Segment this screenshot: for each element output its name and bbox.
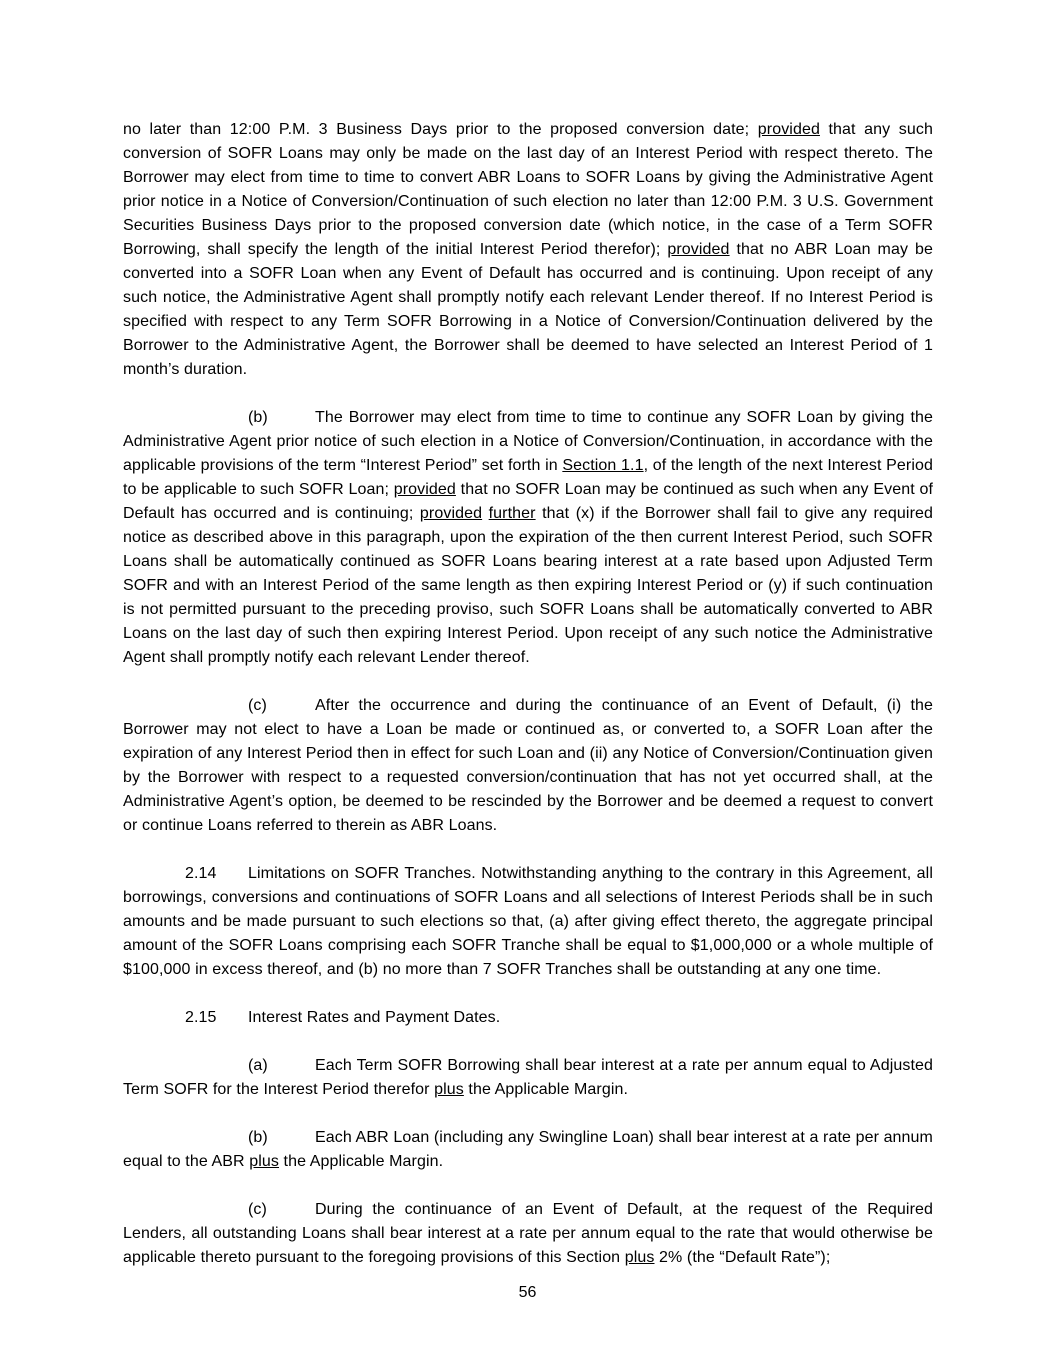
paragraph-label: (c): [248, 697, 267, 714]
document-content: [123, 118, 933, 1294]
underlined-text-run: provided: [757, 121, 820, 138]
paragraph-c-event-of-default: [123, 694, 933, 838]
section-2-14-limitations-on-sofr-tranches: [123, 862, 933, 982]
underlined-text-run: provided: [393, 481, 456, 498]
underlined-text-run: plus: [434, 1081, 464, 1098]
text-run: that any such conversion of SOFR Loans may only be made on the last day of an Interest Period with respect thereto. The Borrower may elect from time to time to convert ABR Loans to SOFR Loans by giving the Administrative Agent prior notice in a Notice of Conversion/Continuation of such election no later than 12:00 P.M. 3 U.S. Government Securities Business Days prior to the proposed conversion date (which notice, in the case of a Term SOFR Borrowing, shall specify the length of the initial Interest Period therefor);: [123, 121, 933, 258]
text-run: that (x) if the Borrower shall fail to give any required notice as described above in this paragraph, upon the expiration of the then current Interest Period, such SOFR Loans shall be automatically continued as SOFR Loans bearing interest at a rate based upon Adjusted Term SOFR and with an Interest Period of the same length as then expiring Interest Period or (y) if such continuation is not permitted pursuant to the preceding proviso, such SOFR Loans shall be automatically converted to ABR Loans on the last day of such then expiring Interest Period. Upon receipt of any such notice the Administrative Agent shall promptly notify each relevant Lender thereof.: [123, 505, 933, 666]
text-run: Each ABR Loan (including any Swingline Loan) shall bear interest at a rate per annum equal to the ABR: [123, 1129, 933, 1170]
paragraph-c-default-rate: [123, 1198, 933, 1270]
underlined-text-run: provided: [419, 505, 483, 522]
text-run: Interest Rates and Payment Dates.: [248, 1009, 501, 1026]
text-run: After the occurrence and during the continuance of an Event of Default, (i) the Borrower may not elect to have a Loan be made or continued as, or converted to, a SOFR Loan after the expiration of any Interest Period then in effect for such Loan and (ii) any Notice of Conversion/Continuation given by the Borrower with respect to a requested conversion/continuation that has not yet occurred shall, at the Administrative Agent’s option, be deemed to be rescinded by the Borrower and be deemed a request to convert or continue Loans referred to therein as ABR Loans.: [123, 697, 933, 834]
paragraph-label: 2.15: [185, 1009, 217, 1026]
text-run: Limitations on SOFR Tranches. Notwithstanding anything to the contrary in this Agreement, all borrowings, conversions and continuations of SOFR Loans and all selections of Interest Periods shall be in such amounts and be made pursuant to such elections so that, (a) after giving effect thereto, the aggregate principal amount of the SOFR Loans comprising each SOFR Tranche shall be equal to $1,000,000 or a whole multiple of $100,000 in excess thereof, and (b) no more than 7 SOFR Tranches shall be outstanding at any one time.: [123, 865, 933, 978]
underlined-text-run: plus: [249, 1153, 279, 1170]
paragraph-b-continue-sofr-loan: [123, 406, 933, 670]
paragraph-label: (c): [248, 1201, 267, 1218]
text-run: Each Term SOFR Borrowing shall bear interest at a rate per annum equal to Adjusted Term SOFR for the Interest Period therefor: [123, 1057, 933, 1098]
paragraph-label: (a): [248, 1057, 268, 1074]
text-run: 2% (the “Default Rate”);: [654, 1249, 831, 1266]
text-run: that no ABR Loan may be converted into a SOFR Loan when any Event of Default has occurred and is continuing. Upon receipt of any such notice, the Administrative Agent shall promptly notify each relevant Lender thereof. If no Interest Period is specified with respect to any Term SOFR Borrowing in a Notice of Conversion/Continuation delivered by the Borrower to the Administrative Agent, the Borrower shall be deemed to have selected an Interest Period of 1 month’s duration.: [123, 241, 933, 378]
paragraph-label: (b): [248, 409, 268, 426]
page-number: 56: [518, 1284, 537, 1301]
paragraph-a-term-sofr-interest: [123, 1054, 933, 1102]
underlined-text-run: further: [488, 505, 536, 522]
text-run: the Applicable Margin.: [279, 1153, 444, 1170]
text-run: that no SOFR Loan may be continued as such when any Event of Default has occurred and is continuing;: [123, 481, 933, 522]
paragraph-label: 2.14: [185, 865, 217, 882]
text-run: The Borrower may elect from time to time to continue any SOFR Loan by giving the Administrative Agent prior notice of such election in a Notice of Conversion/Continuation, in accordance with the applicable provisions of the term “Interest Period” set forth in: [123, 409, 933, 474]
text-run: , of the length of the next Interest Period to be applicable to such SOFR Loan;: [123, 457, 933, 498]
section-2-15-interest-rates-and-payment-dates: [123, 1006, 933, 1030]
underlined-text-run: Section 1.1: [562, 457, 644, 474]
underlined-text-run: provided: [667, 241, 730, 258]
paragraph-label: (b): [248, 1129, 268, 1146]
text-run: During the continuance of an Event of Default, at the request of the Required Lenders, all outstanding Loans shall bear interest at a rate per annum equal to the rate that would otherwise be applicable thereto pursuant to the foregoing provisions of this Section: [123, 1201, 933, 1266]
text-run: no later than 12:00 P.M. 3 Business Days prior to the proposed conversion date;: [123, 121, 758, 138]
paragraph-b-abr-interest: [123, 1126, 933, 1174]
text-run: the Applicable Margin.: [463, 1081, 629, 1098]
underlined-text-run: plus: [624, 1249, 655, 1266]
paragraph-conversion-continuation: [123, 118, 933, 382]
